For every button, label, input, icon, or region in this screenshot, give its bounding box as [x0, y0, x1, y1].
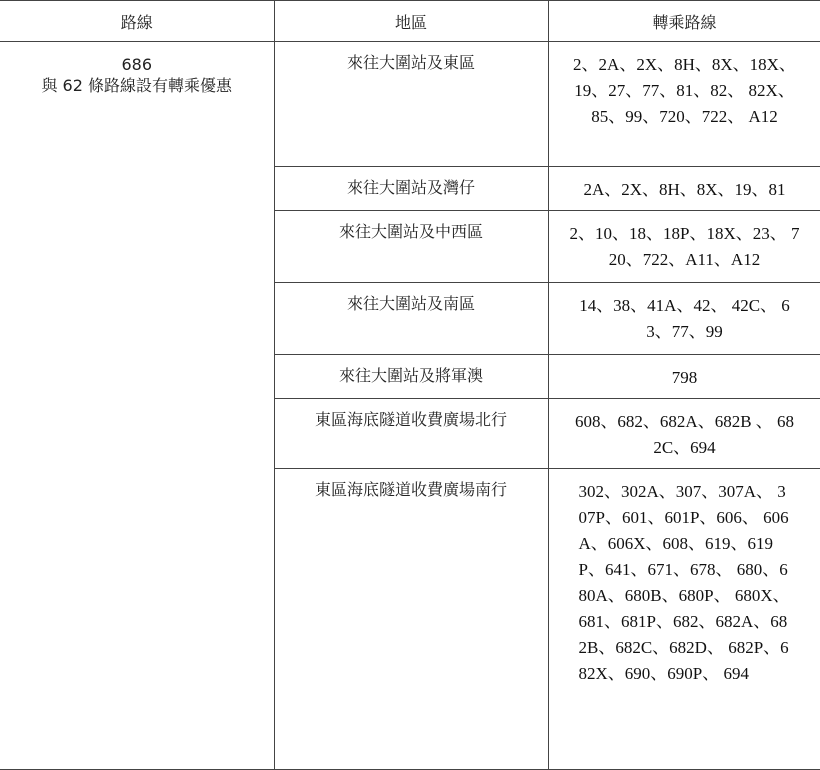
route-number: 686 — [121, 55, 153, 74]
route-note: 與 62 條路線設有轉乘優惠 — [41, 76, 233, 95]
transfer-cell — [548, 469, 820, 770]
transfer-routes: 2、10、18、18P、18X、23、 720、722、A11、A12 — [569, 224, 800, 269]
transfer-routes: 14、38、41A、42、 42C、 63、77、99 — [579, 296, 790, 341]
transfer-cell — [548, 211, 820, 283]
transfer-cell — [548, 167, 820, 211]
area-cell: 來往大圍站及中西區 — [274, 211, 548, 283]
area-cell: 來往大圍站及東區 — [274, 42, 548, 167]
transfer-routes: 302、302A、307、307A、 307P、601、601P、606、 606A、606X、608、619、619P、641、671、678、 680、680A、680B、680P、 680X、681、681P、682、682A、682B、682C、682D、 682P、682X、690、690P、 694 — [578, 482, 790, 683]
area-cell: 來往大圍站及南區 — [274, 283, 548, 355]
header-row — [0, 1, 820, 42]
header-route: 路線 — [0, 1, 274, 42]
area-cell: 東區海底隧道收費廣場北行 — [274, 399, 548, 469]
area-cell: 來往大圍站及將軍澳 — [274, 355, 548, 399]
transfer-routes: 2、2A、2X、8H、8X、18X、19、27、77、81、82、 82X、85、99、720、722、 A12 — [573, 55, 796, 126]
transfer-routes: 798 — [671, 368, 698, 387]
transfer-cell — [548, 355, 820, 399]
table-row — [0, 42, 820, 167]
header-transfer: 轉乘路線 — [548, 1, 820, 42]
transfer-routes: 608、682、682A、682B 、 682C、694 — [574, 412, 795, 457]
transfer-routes: 2A、2X、8H、8X、19、81 — [583, 180, 786, 199]
header-area: 地區 — [274, 1, 548, 42]
area-cell: 來往大圍站及灣仔 — [274, 167, 548, 211]
route-cell — [0, 42, 274, 770]
transfer-cell — [548, 283, 820, 355]
transfer-cell — [548, 399, 820, 469]
area-cell: 東區海底隧道收費廣場南行 — [274, 469, 548, 770]
transfer-cell — [548, 42, 820, 167]
